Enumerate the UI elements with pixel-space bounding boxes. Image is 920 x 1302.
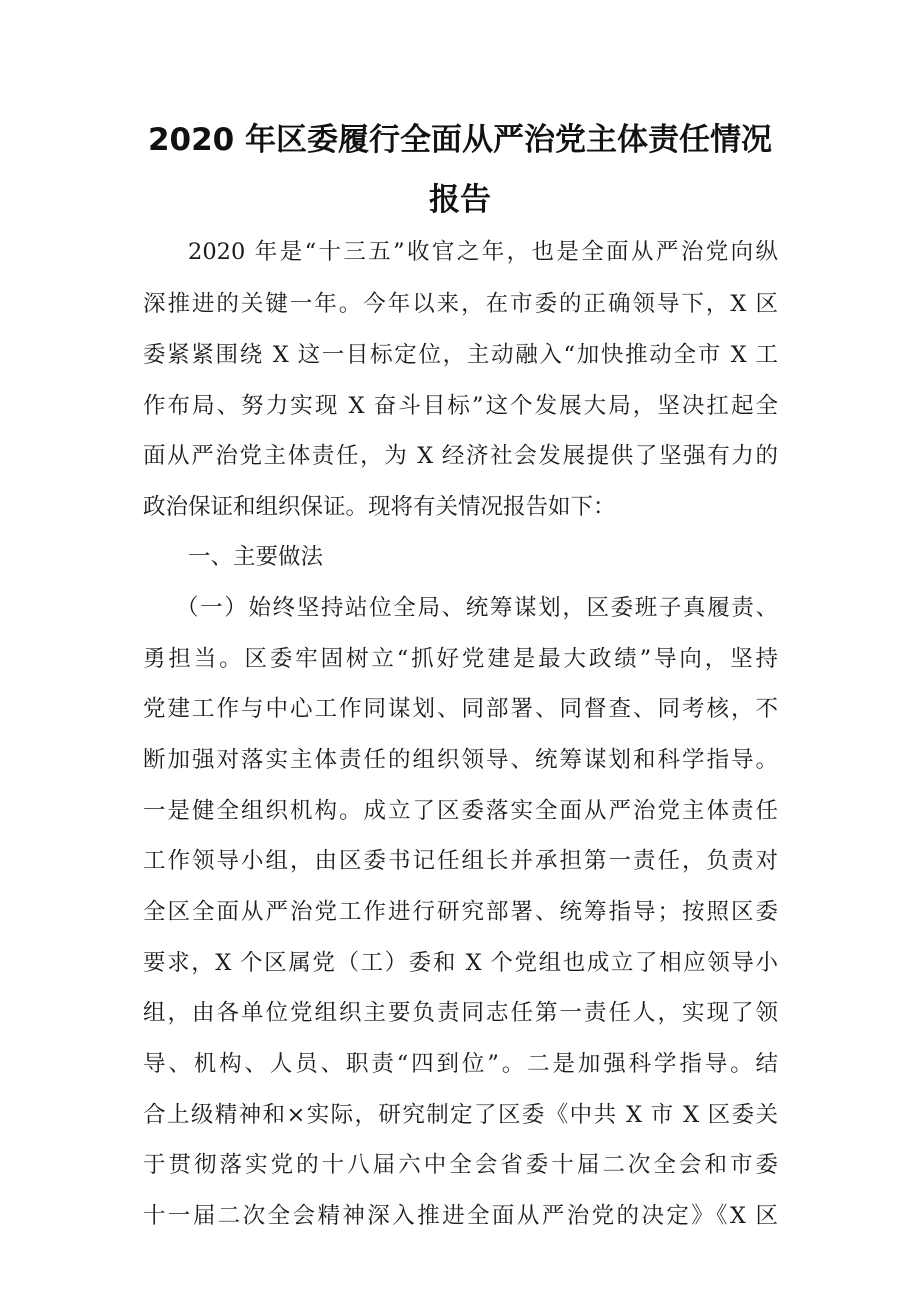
body-text-line: 2020 年是“十三五”收官之年，也是全面从严治党向纵 <box>188 239 778 265</box>
body-text-line: 于贯彻落实党的十八届六中全会省委十届二次全会和市委 <box>143 1152 778 1178</box>
body-text-line: 工作领导小组，由区委书记任组长并承担第一责任，负责对 <box>143 848 778 874</box>
body-text-line: 要求，X 个区属党（工）委和 X 个党组也成立了相应领导小 <box>143 950 778 976</box>
body-text-line: 导、机构、人员、职责“四到位”。二是加强科学指导。结 <box>143 1051 778 1077</box>
document-title-line-1: 2020 年区委履行全面从严治党主体责任情况 <box>147 122 773 158</box>
body-text-line: 断加强对落实主体责任的组织领导、统筹谋划和科学指导。 <box>143 747 778 773</box>
body-text-line: 十一届二次全会精神深入推进全面从严治党的决定》《X 区 <box>143 1203 778 1229</box>
body-text-line: 党建工作与中心工作同谋划、同部署、同督查、同考核，不 <box>143 696 778 722</box>
body-text-line: 勇担当。区委牢固树立“抓好党建是最大政绩”导向，坚持 <box>143 646 778 672</box>
body-text-line: 深推进的关键一年。今年以来，在市委的正确领导下，X 区 <box>143 291 778 317</box>
document-title-line-2: 报告 <box>429 182 491 218</box>
body-text-line: 委紧紧围绕 X 这一目标定位，主动融入“加快推动全市 X 工 <box>143 342 778 368</box>
body-text-line: 面从严治党主体责任，为 X 经济社会发展提供了坚强有力的 <box>143 443 778 469</box>
section-heading: 一、主要做法 <box>188 544 324 570</box>
body-text-line: 政治保证和组织保证。现将有关情况报告如下： <box>143 494 616 520</box>
body-text-line: 作布局、努力实现 X 奋斗目标”这个发展大局，坚决扛起全 <box>143 393 778 419</box>
body-text-line: 全区全面从严治党工作进行研究部署、统筹指导；按照区委 <box>143 899 778 925</box>
body-text-line: 组，由各单位党组织主要负责同志任第一责任人，实现了领 <box>143 1000 778 1026</box>
body-text-line: 合上级精神和×实际，研究制定了区委《中共 X 市 X 区委关 <box>143 1102 778 1128</box>
subsection-heading-line: （一）始终坚持站位全局、统筹谋划，区委班子真履责、 <box>176 595 778 621</box>
body-text-line: 一是健全组织机构。成立了区委落实全面从严治党主体责任 <box>143 798 778 824</box>
